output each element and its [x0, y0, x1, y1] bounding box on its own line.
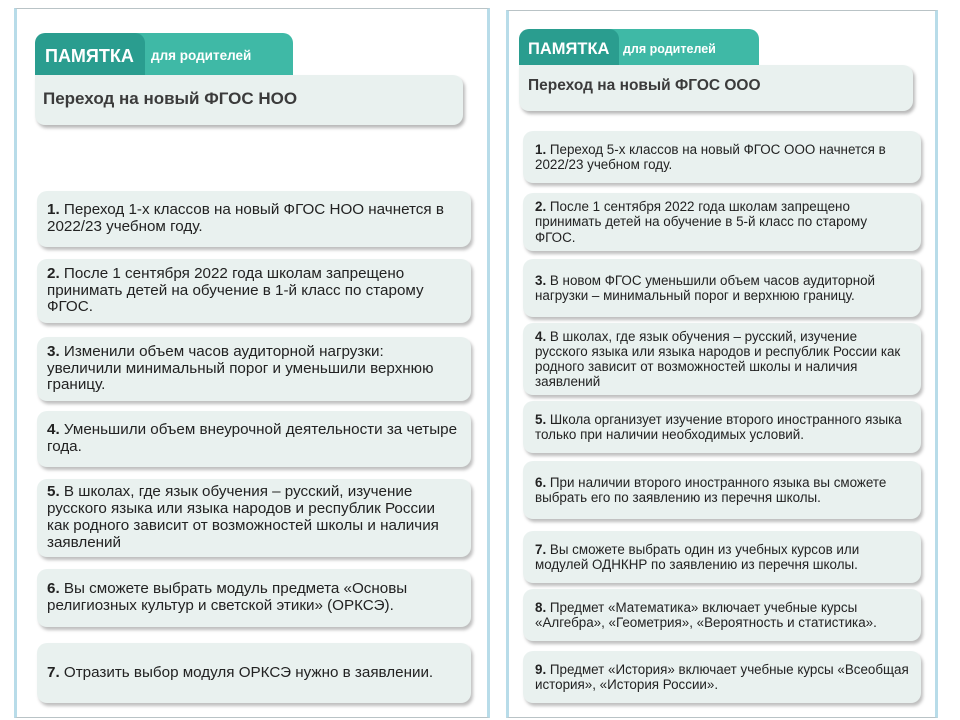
item-text: При наличии второго иностранного языка вы сможете выбрать его по заявлению из перечня школы. [535, 474, 887, 505]
list-item [37, 337, 471, 401]
memo-subtitle-label: для родителей [623, 42, 716, 56]
item-text: Предмет «История» включает учебные курсы «Всеобщая история», «История России». [535, 661, 909, 692]
list-item [37, 569, 471, 627]
item-text: После 1 сентября 2022 года школам запрещено принимать детей на обучение в 5-й класс по старому ФГОС. [535, 199, 868, 245]
item-text: Уменьшили объем внеурочной деятельности за четыре года. [47, 421, 458, 455]
item-text: Отразить выбор модуля ОРКСЭ нужно в заявлении. [63, 663, 434, 681]
page-title-box [519, 65, 913, 111]
list-item [37, 259, 471, 323]
memo-subtitle-tab [135, 33, 293, 75]
list-item [523, 651, 921, 703]
item-number: 6. [47, 580, 60, 598]
item-number: 2. [535, 199, 547, 215]
list-item [523, 589, 921, 641]
item-number: 7. [47, 663, 60, 681]
item-text: Изменили объем часов аудиторной нагрузки: увеличили минимальный порог и уменьшили верхнюю границу. [47, 342, 434, 394]
memo-tab [35, 33, 145, 77]
item-number: 3. [535, 272, 547, 288]
list-item [37, 191, 471, 247]
item-number: 1. [535, 141, 547, 157]
list-item [523, 461, 921, 519]
item-text: Вы сможете выбрать модуль предмета «Основы религиозных культур и светской этики» (ОРКСЭ). [47, 580, 408, 614]
memo-subtitle-tab [609, 29, 759, 67]
item-text: В новом ФГОС уменьшили объем часов аудиторной нагрузки – минимальный порог и верхнюю границу. [535, 272, 876, 303]
list-item [37, 643, 471, 703]
item-number: 9. [535, 661, 547, 677]
item-number: 4. [535, 328, 547, 344]
item-text: Переход 5-х классов на новый ФГОС ООО начнется в 2022/23 учебном году. [535, 141, 886, 172]
item-text: В школах, где язык обучения – русский, изучение русского языка или языка народов и республик России как родного зависит от возможностей школы и наличия заявлений [47, 483, 439, 551]
item-number: 5. [535, 411, 547, 427]
memo-tab [519, 29, 619, 69]
memo-panel-noo [14, 8, 490, 718]
item-text: Школа организует изучение второго иностранного языка только при наличии необходимых условий. [535, 411, 902, 442]
list-item [523, 193, 921, 251]
item-number: 8. [535, 599, 547, 615]
memo-tab-label: ПАМЯТКА [528, 40, 610, 58]
item-text: Переход 1-х классов на новый ФГОС НОО начнется в 2022/23 учебном году. [47, 201, 444, 235]
list-item [37, 479, 471, 557]
memo-panel-ooo [506, 10, 938, 718]
item-number: 4. [47, 421, 60, 439]
page-title: Переход на новый ФГОС ООО [528, 77, 761, 94]
item-number: 2. [47, 264, 60, 282]
item-text: Предмет «Математика» включает учебные курсы «Алгебра», «Геометрия», «Вероятность и статистика». [535, 599, 877, 630]
list-item [523, 259, 921, 317]
list-item [523, 131, 921, 183]
item-number: 7. [535, 541, 547, 557]
page-title-box [35, 75, 463, 125]
list-item [37, 411, 471, 467]
item-number: 3. [47, 342, 60, 360]
item-text: После 1 сентября 2022 года школам запрещено принимать детей на обучение в 1-й класс по старому ФГОС. [47, 264, 424, 316]
list-item [523, 531, 921, 583]
page-title: Переход на новый ФГОС НОО [43, 89, 298, 108]
memo-subtitle-label: для родителей [151, 48, 252, 63]
item-number: 5. [47, 483, 60, 501]
list-item [523, 401, 921, 453]
list-item [523, 323, 921, 395]
item-text: В школах, где язык обучения – русский, изучение русского языка или языка народов и республик России как родного зависит от возможностей школы и наличия заявлений [535, 328, 901, 390]
memo-tab-label: ПАМЯТКА [45, 46, 134, 66]
item-number: 1. [47, 201, 60, 219]
item-number: 6. [535, 474, 547, 490]
item-text: Вы сможете выбрать один из учебных курсов или модулей ОДНКНР по заявлению из перечня школы. [535, 541, 860, 572]
